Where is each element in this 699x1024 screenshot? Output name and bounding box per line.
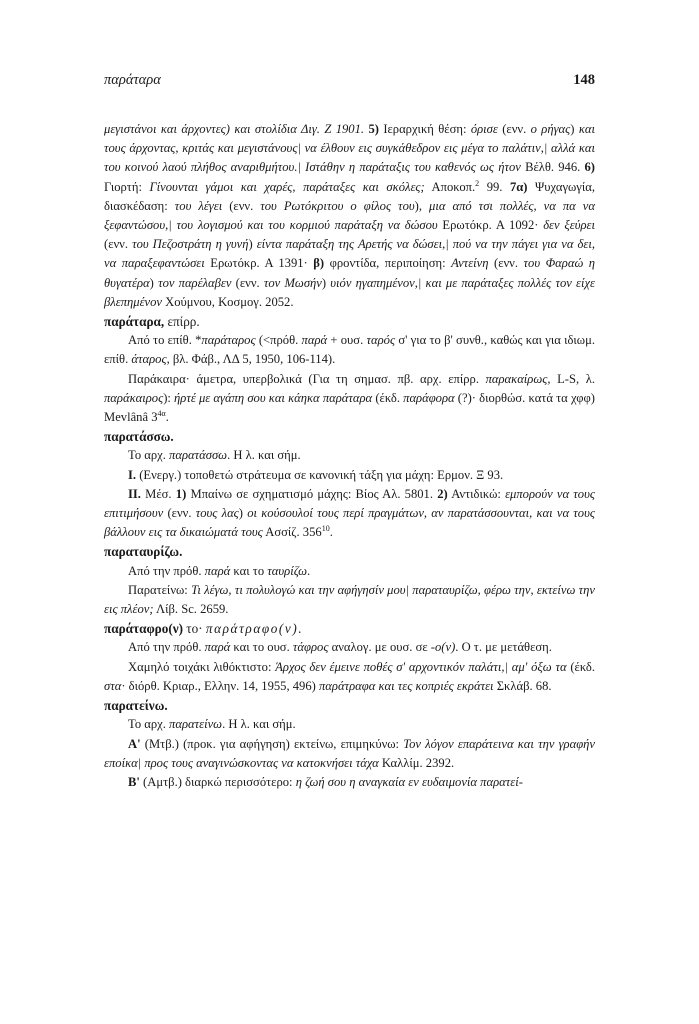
definition-paragraph: Β' (Αμτβ.) διαρκώ περισσότερο: η ζωή σου η αναγκαία εν ευδαιμονία παρατεί- xyxy=(128,774,523,789)
etymology-paragraph: Από την πρόθ. παρά και το ταυρίζω. xyxy=(128,563,311,578)
definition-paragraph: Α' (Μτβ.) (προκ. για αφήγηση) εκτείνω, επιμηκύνω: Τον λόγον επαράτεινα και την γραφήν εποίκα| προς τους αναγινώσκοντας να κατοκνήσει τάχα Καλλίμ. 2392. xyxy=(104,736,595,770)
entry-headword-paratafro: παράταφρο(ν) το· παράτραφο(ν). xyxy=(104,621,304,637)
entry-headword-paratavrizo: παραταυρίζω. xyxy=(104,544,183,560)
running-head: παράταρα xyxy=(104,72,161,88)
etymology-paragraph: Από την πρόθ. παρά και το ουσ. τάφρος αναλογ. με ουσ. σε -ο(ν). Ο τ. με μετάθεση. xyxy=(128,640,552,655)
previous-entry-continuation: μεγιστάνοι και άρχοντες) και στολίδια Διγ. Ζ 1901. 5) Ιεραρχική θέση: όρισε (ενν. ο ρήγας) και τους άρχοντας, κριτάς και μεγιστάνους| να έλθουν εις συγκάθεδρον εις μέγα το παλάτιν,| αλλά και του κοινού λαού πλήθος αναριθμήτου.| Ιστάθην η παράταξις του καθενός ως ήτον Βέλθ. 946. 6) Γιορτή: Γίνουνται γάμοι και χαρές, παράταξες και σκόλες; Αποκοπ.$^2$ 99. 7α) Ψυχαγωγία, διασκέδαση: του λέγει (ενν. του Ρωτόκριτου ο φίλος του), μια από τσι πολλές, να πα να ξεφαντώσου,| του λογισμού και του κορμιού παράταξη να δώσου Ερωτόκρ. Α 1092· δεν ξεύρει (ενν. του Πεζοστράτη η γυνή) είντα παράταξη της Αρετής να δώσει,| πού να την πάγει για να δει, να παραξεφαντώσει Ερωτόκρ. Α 1391· β) φροντίδα, περιποίηση: Αντείνη (ενν. του Φαραώ η θυγατέρα) τον παρέλαβεν (ενν. τον Μωσήν) υιόν ηγαπημένον,| και με παράταξες πολλές τον είχε βλεπημένον Χούμνου, Κοσμογ. 2052. xyxy=(104,122,596,309)
definition-paragraph: Παράκαιρα· άμετρα, υπερβολικά (Για τη σημασ. πβ. αρχ. επίρρ. παρακαίρως, L-S, λ. παράκαιρος): ήρτέ με αγάπη σου και κάηκα παράταρα (έκδ. παράφορα (?)· διορθώσ. κατά τα χφφ) Mevlânâ $3^{4\alpha}$. xyxy=(104,371,595,425)
page-header xyxy=(104,72,595,92)
entry-headword-paratasso: παρατάσσω. xyxy=(104,429,174,445)
definition-paragraph: I. (Ενεργ.) τοποθετώ στράτευμα σε κανονική τάξη για μάχη: Ερμον. Ξ 93. xyxy=(128,467,504,482)
entry-headword-paratara: παράταρα, επίρρ. xyxy=(104,314,200,330)
page-body xyxy=(104,120,595,792)
entry-headword-parateino: παρατείνω. xyxy=(104,698,168,714)
etymology-paragraph: Από το επίθ. *παράταρος (<πρόθ. παρά + ουσ. ταρός σ' για το β' συνθ., καθώς και για ιδιωμ. επίθ. άταρος, βλ. Φάβ., ΛΔ 5, 1950, 106-114). xyxy=(104,333,595,367)
definition-paragraph: Χαμηλό τοιχάκι λιθόκτιστο: Άρχος δεν έμεινε ποθές σ' αρχοντικόν παλάτι,| αμ' όξω τα (έκδ. στα· διόρθ. Κριαρ., Ελλην. 14, 1955, 496) παράτραφα και τες κοπριές εκράτει Σκλάβ. 68. xyxy=(104,659,595,693)
etymology-paragraph: Το αρχ. παρατάσσω. Η λ. και σήμ. xyxy=(128,448,301,463)
definition-paragraph: II. Μέσ. 1) Μπαίνω σε σχηματισμό μάχης: Βίος Αλ. 5801. 2) Αντιδικώ: εμπορούν να τους επιτιμήσουν (ενν. τους λας) οι κούσουλοί τους περί πραγμάτων, αν παρατάσσουνται, και να τους βάλλουν εις τα δικαιώματά τους Ασσίζ. $356^{10}$. xyxy=(104,486,595,540)
page-number: 148 xyxy=(573,72,595,88)
etymology-paragraph: Το αρχ. παρατείνω. Η λ. και σήμ. xyxy=(128,717,296,732)
definition-paragraph: Παρατείνω: Τι λέγω, τι πολυλογώ και την αφήγησίν μου| παραταυρίζω, φέρω την, εκτείνω την εις πλέον; Λίβ. Sc. 2659. xyxy=(104,582,595,617)
